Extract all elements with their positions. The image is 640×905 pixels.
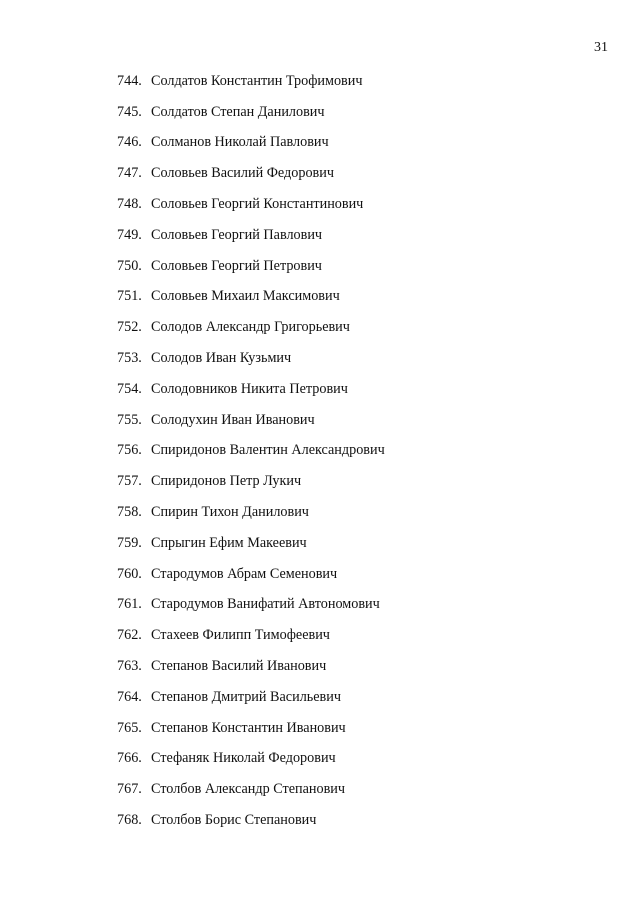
list-item (117, 466, 385, 497)
list-item (117, 528, 385, 559)
list-item (117, 251, 385, 282)
entry-number: 763. (117, 658, 142, 675)
entry-name: Соловьев Михаил Максимович (151, 288, 340, 305)
list-item (117, 744, 385, 775)
page-number: 31 (594, 40, 608, 55)
entry-number: 764. (117, 688, 142, 705)
list-item (117, 559, 385, 590)
entry-name: Солодовников Никита Петрович (151, 380, 348, 397)
entry-name: Соловьев Георгий Петрович (151, 257, 322, 274)
list-item (117, 189, 385, 220)
entry-name: Стефаняк Николай Федорович (151, 750, 336, 767)
list-item (117, 497, 385, 528)
entry-name: Столбов Борис Степанович (151, 812, 317, 829)
entry-name: Солодов Александр Григорьевич (151, 319, 350, 336)
entry-number: 765. (117, 719, 142, 736)
entry-name: Соловьев Василий Федорович (151, 165, 334, 182)
list-item (117, 97, 385, 128)
entry-number: 744. (117, 72, 142, 89)
entry-name: Степанов Константин Иванович (151, 719, 346, 736)
entry-name: Степанов Дмитрий Васильевич (151, 688, 341, 705)
name-list (117, 66, 385, 836)
entry-number: 766. (117, 750, 142, 767)
entry-name: Степанов Василий Иванович (151, 658, 327, 675)
entry-name: Соловьев Георгий Павлович (151, 226, 323, 243)
entry-number: 759. (117, 534, 142, 551)
entry-name: Солодухин Иван Иванович (151, 411, 315, 428)
entry-number: 767. (117, 781, 142, 798)
entry-name: Солдатов Степан Данилович (151, 103, 325, 120)
list-item (117, 620, 385, 651)
list-item (117, 713, 385, 744)
list-item (117, 590, 385, 621)
entry-number: 761. (117, 596, 142, 613)
entry-name: Солодов Иван Кузьмич (151, 350, 292, 367)
entry-number: 753. (117, 350, 142, 367)
entry-number: 746. (117, 134, 142, 151)
entry-number: 749. (117, 226, 142, 243)
entry-number: 760. (117, 565, 142, 582)
entry-name: Стародумов Ванифатий Автономович (151, 596, 380, 613)
list-item (117, 158, 385, 189)
entry-name: Столбов Александр Степанович (151, 781, 345, 798)
list-item (117, 220, 385, 251)
entry-number: 768. (117, 812, 142, 829)
entry-name: Стахеев Филипп Тимофеевич (151, 627, 330, 644)
list-item (117, 312, 385, 343)
entry-number: 755. (117, 411, 142, 428)
entry-name: Спирин Тихон Данилович (151, 504, 309, 521)
entry-number: 750. (117, 257, 142, 274)
entry-name: Соловьев Георгий Константинович (151, 196, 364, 213)
list-item (117, 343, 385, 374)
entry-name: Спиридонов Валентин Александрович (151, 442, 385, 459)
entry-number: 751. (117, 288, 142, 305)
list-item (117, 405, 385, 436)
entry-number: 752. (117, 319, 142, 336)
entry-name: Солманов Николай Павлович (151, 134, 329, 151)
list-item (117, 128, 385, 159)
list-item (117, 282, 385, 313)
list-item (117, 436, 385, 467)
entry-name: Спиридонов Петр Лукич (151, 473, 302, 490)
entry-number: 747. (117, 165, 142, 182)
list-item (117, 651, 385, 682)
entry-number: 762. (117, 627, 142, 644)
entry-number: 748. (117, 196, 142, 213)
list-item (117, 66, 385, 97)
entry-number: 754. (117, 380, 142, 397)
entry-number: 757. (117, 473, 142, 490)
list-item (117, 805, 385, 836)
entry-name: Спрыгин Ефим Макеевич (151, 534, 307, 551)
list-item (117, 374, 385, 405)
entry-name: Стародумов Абрам Семенович (151, 565, 338, 582)
list-item (117, 682, 385, 713)
list-item (117, 774, 385, 805)
entry-name: Солдатов Константин Трофимович (151, 72, 363, 89)
entry-number: 756. (117, 442, 142, 459)
entry-number: 745. (117, 103, 142, 120)
entry-number: 758. (117, 504, 142, 521)
